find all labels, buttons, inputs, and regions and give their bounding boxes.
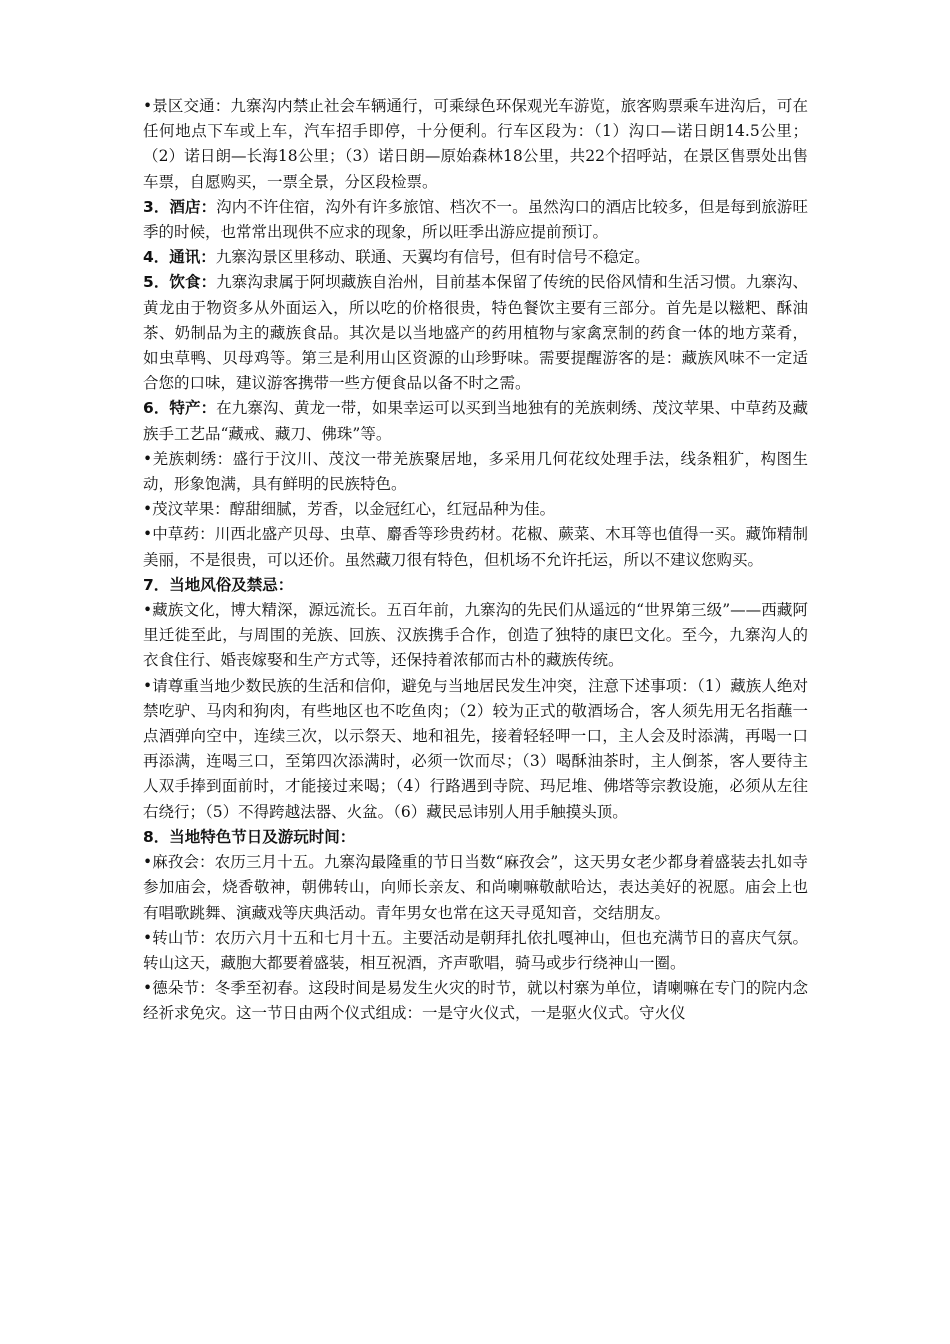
paragraph-text: 九寨沟隶属于阿坝藏族自治州，目前基本保留了传统的民俗风情和生活习惯。九寨沟、黄龙由于物资多从外面运入，所以吃的价格很贵，特色餐饮主要有三部分。首先是以糍粑、酥油茶、奶制品为主的藏族食品。其次是以当地盛产的药用植物与家禽烹制的药食一体的地方菜肴，如虫草鸭、贝母鸡等。第三是利用山区资源的山珍野味。需要提醒游客的是：藏族风味不一定适合您的口味，建议游客携带一些方便食品以备不时之需。 bbox=[143, 273, 808, 393]
paragraph-text: •请尊重当地少数民族的生活和信仰，避免与当地居民发生冲突，注意下述事项：（1）藏族人绝对禁吃驴、马肉和狗肉，有些地区也不吃鱼肉；（2）较为正式的敬酒场合，客人须先用无名指蘸一点酒弹向空中，连续三次，以示祭天、地和祖先，接着轻轻呷一口，主人会及时添满，再喝一口再添满，连喝三口，至第四次添满时，必须一饮而尽；（3）喝酥油茶时，主人倒茶，客人要待主人双手捧到面前时，才能接过来喝；（4）行路遇到寺院、玛尼堆、佛塔等宗教设施，必须从左往右绕行；（5）不得跨越法器、火盆。（6）藏民忌讳别人用手触摸头顶。 bbox=[143, 676, 808, 821]
paragraph-herbal-medicine bbox=[143, 522, 808, 572]
paragraph-tibetan-culture bbox=[143, 598, 808, 674]
paragraph-specialty bbox=[143, 396, 808, 446]
paragraph-scenic-transport bbox=[143, 94, 808, 195]
paragraph-text: •茂汶苹果：醇甜细腻，芳香，以金冠红心，红冠品种为佳。 bbox=[143, 500, 556, 519]
paragraph-text: •中草药：川西北盛产贝母、虫草、麝香等珍贵药材。花椒、蕨菜、木耳等也值得一买。藏饰精制美丽，不是很贵，可以还价。虽然藏刀很有特色，但机场不允许托运，所以不建议您购买。 bbox=[143, 525, 808, 569]
heading-text: 8．当地特色节日及游玩时间： bbox=[143, 827, 356, 846]
paragraph-deduo-festival bbox=[143, 976, 808, 1026]
paragraph-lead: 3．酒店： bbox=[143, 197, 217, 216]
paragraph-text: 沟内不许住宿，沟外有许多旅馆、档次不一。虽然沟口的酒店比较多，但是每到旅游旺季的时候，也常常出现供不应求的现象，所以旺季出游应提前预订。 bbox=[143, 197, 808, 242]
document-page bbox=[143, 94, 808, 1027]
paragraph-qiang-embroidery bbox=[143, 447, 808, 497]
paragraph-text: •羌族刺绣：盛行于汶川、茂汶一带羌族聚居地，多采用几何花纹处理手法，线条粗犷，构图生动，形象饱满，具有鲜明的民族特色。 bbox=[143, 449, 808, 494]
paragraph-communication bbox=[143, 245, 808, 270]
paragraph-text: 在九寨沟、黄龙一带，如果幸运可以买到当地独有的羌族刺绣、茂汶苹果、中草药及藏族手工艺品“藏戒、藏刀、佛珠”等。 bbox=[143, 399, 808, 443]
paragraph-lead: 5．饮食： bbox=[143, 273, 217, 292]
paragraph-text: •转山节：农历六月十五和七月十五。主要活动是朝拜扎依扎嘎神山，但也充满节日的喜庆气氛。转山这天，藏胞大都要着盛装，相互祝酒，齐声歌唱，骑马或步行绕神山一圈。 bbox=[143, 928, 808, 972]
paragraph-text: •景区交通：九寨沟内禁止社会车辆通行，可乘绿色环保观光车游览，旅客购票乘车进沟后，可在任何地点下车或上车，汽车招手即停，十分便利。行车区段为：（1）沟口—诺日朗14.5公里；（2）诺日朗—长海18公里；（3）诺日朗—原始森林18公里，共22个招呼站，在景区售票处出售车票，自愿购买，一票全景，分区段检票。 bbox=[143, 97, 808, 191]
paragraph-text: •德朵节：冬季至初春。这段时间是易发生火灾的时节，就以村寨为单位，请喇嘛在专门的院内念经祈求免灾。这一节日由两个仪式组成：一是守火仪式，一是驱火仪式。守火仪 bbox=[143, 979, 808, 1023]
paragraph-food bbox=[143, 270, 808, 396]
paragraph-text: 九寨沟景区里移动、联通、天翼均有信号，但有时信号不稳定。 bbox=[215, 248, 650, 267]
section-heading-festivals bbox=[143, 825, 808, 850]
paragraph-text: •麻孜会：农历三月十五。九寨沟最隆重的节日当数“麻孜会”，这天男女老少都身着盛装去扎如寺参加庙会，烧香敬神，朝佛转山，向师长亲友、和尚喇嘛敬献哈达，表达美好的祝愿。庙会上也有唱歌跳舞、演藏戏等庆典活动。青年男女也常在这天寻觅知音，交结朋友。 bbox=[143, 853, 808, 922]
paragraph-lead: 6．特产： bbox=[143, 399, 217, 418]
paragraph-mountain-festival bbox=[143, 926, 808, 976]
paragraph-lead: 4．通讯： bbox=[143, 248, 216, 267]
paragraph-taboos bbox=[143, 674, 808, 825]
section-heading-customs bbox=[143, 573, 808, 598]
paragraph-hotel bbox=[143, 195, 808, 245]
paragraph-text: •藏族文化，博大精深，源远流长。五百年前，九寨沟的先民们从遥远的“世界第三级”——西藏阿里迁徙至此，与周围的羌族、回族、汉族携手合作，创造了独特的康巴文化。至今，九寨沟人的衣食住行、婚丧嫁娶和生产方式等，还保持着浓郁而古朴的藏族传统。 bbox=[143, 601, 808, 670]
heading-text: 7．当地风俗及禁忌： bbox=[143, 575, 294, 594]
paragraph-mazi-festival bbox=[143, 850, 808, 926]
paragraph-maowen-apple bbox=[143, 497, 808, 522]
